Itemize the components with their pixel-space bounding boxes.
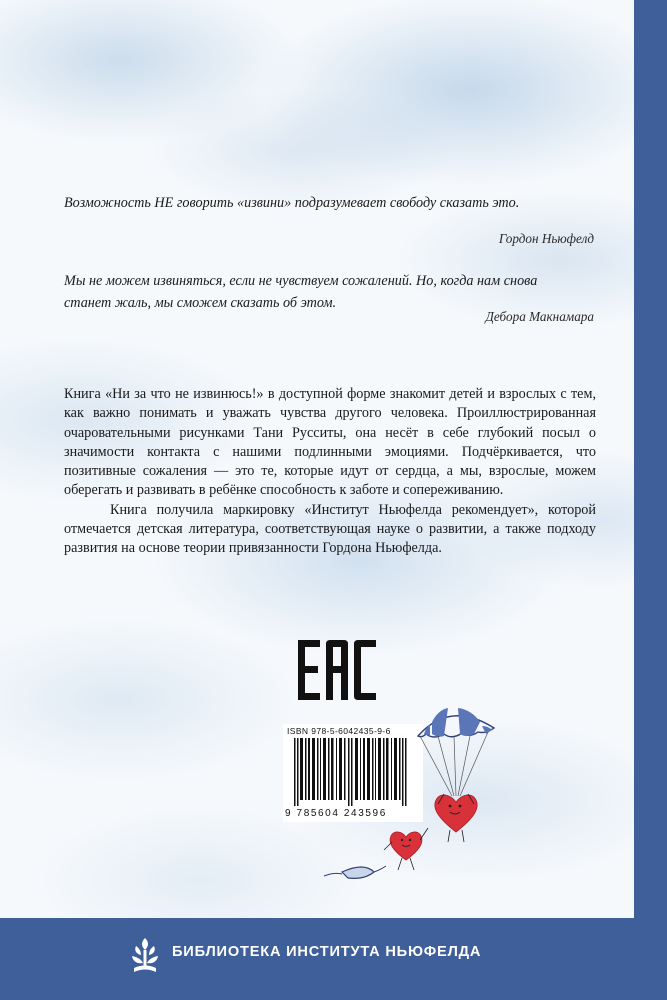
- isbn-label: ISBN 978-5-6042435-9-6: [287, 726, 391, 736]
- boat-icon: [324, 866, 386, 878]
- walking-heart-icon: [384, 828, 428, 870]
- parachute-icon: [418, 708, 494, 796]
- quote-author-macnamara: Дебора Макнамара: [485, 309, 594, 324]
- description-paragraph-2: Книга получила маркировку «Институт Ньюфелда рекомендует», которой отмечается детская литература, соответствующая науке о развитии, а также подходу развития на основе теории привязанности Гордона Ньюфелда.: [64, 501, 596, 557]
- library-name: БИБЛИОТЕКА ИНСТИТУТА НЬЮФЕЛДА: [172, 944, 482, 960]
- blue-side-strip: [634, 0, 667, 1000]
- parachute-hearts-illustration: [320, 700, 520, 890]
- quote-author-newfeld: Гордон Ньюфелд: [498, 231, 594, 246]
- quote-macnamara: Мы не можем извиняться, если не чувствуем сожалений. Но, когда нам снова станет жаль, мы сможем сказать об этом.: [64, 273, 538, 311]
- parachute-heart-icon: [435, 794, 477, 842]
- description-paragraph-1: Книга «Ни за что не извинюсь!» в доступной форме знакомит детей и взрослых с тем, как важно понимать и уважать чувства другого человека. Проиллюстрированная очаровательными рисунками Тани Русситы, она несёт в себе глубокий посыл о значимости контакта с нашими подлинными эмоциями. Подчёркивается, что позитивные сожаления — это те, которые идут от сердца, а мы, взрослые, можем оберегать и развивать в ребёнке способность к заботе и сопереживанию.: [64, 386, 596, 499]
- barcode-digits: 9 785604 243596: [285, 808, 387, 819]
- library-logo-icon: [130, 936, 160, 974]
- quote-newfeld: Возможность НЕ говорить «извини» подразумевает свободу сказать это.: [64, 195, 520, 211]
- eac-mark-icon: [298, 640, 376, 700]
- book-description: [64, 385, 596, 559]
